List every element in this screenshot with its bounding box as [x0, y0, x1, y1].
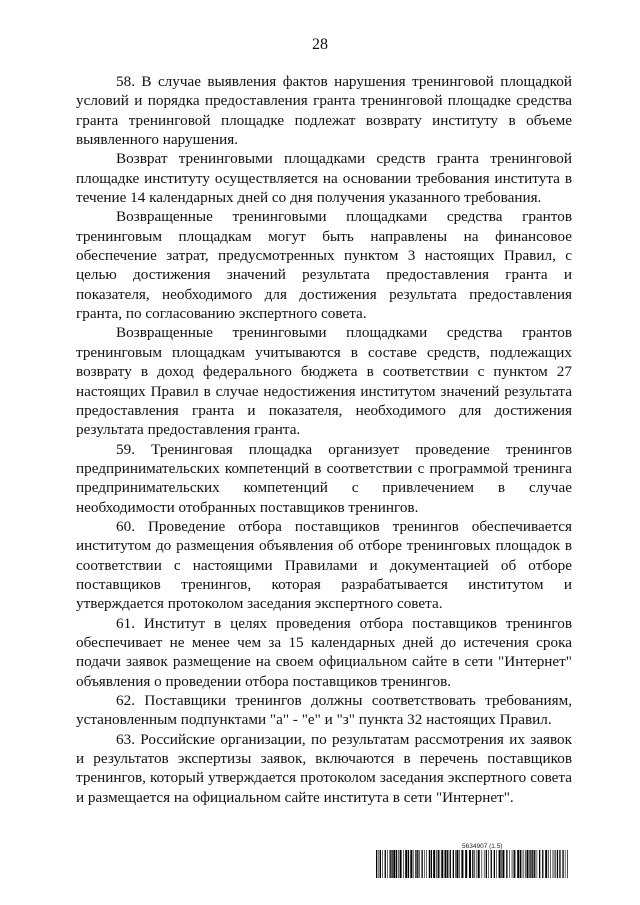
paragraph-58-returned-funds: Возвращенные тренинговыми площадками средства грантов тренинговым площадкам могут быть направлены на финансовое обеспечение затрат, предусмотренных пунктом 3 настоящих Правил, с целью достижения значений результата предоставления гранта и показателя, необходимого для достижения результата предоставления гранта, по согласованию экспертного совета.	[76, 208, 572, 323]
body-text	[76, 72, 572, 807]
barcode	[376, 850, 568, 878]
paragraph-58-return: Возврат тренинговыми площадками средств гранта тренинговой площадке институту осуществляется на основании требования института в течение 14 календарных дней со дня получения указанного требования.	[76, 150, 572, 207]
document-code: 5634907 (1.5)	[462, 843, 503, 850]
paragraph-58: 58. В случае выявления фактов нарушения тренинговой площадкой условий и порядка предоставления гранта тренинговой площадке средства гранта тренинговой площадке подлежат возврату институту в объеме выявленного нарушения.	[76, 73, 572, 149]
paragraph-60: 60. Проведение отбора поставщиков тренингов обеспечивается институтом до размещения объявления об отборе тренинговых площадок в соответствии с настоящими Правилами и документацией об отборе поставщиков тренингов, которая разрабатывается институтом и утверждается протоколом заседания экспертного совета.	[76, 517, 572, 613]
page-number: 28	[312, 36, 328, 53]
paragraph-58-returned-budget: Возвращенные тренинговыми площадками средства грантов тренинговым площадкам учитываются в составе средств, подлежащих возврату в доход федерального бюджета в соответствии с пунктом 27 настоящих Правил в случае недостижения институтом значений результата предоставления гранта и показателя, необходимого для достижения результата предоставления гранта.	[76, 324, 572, 439]
paragraph-62: 62. Поставщики тренингов должны соответствовать требованиям, установленным подпунктами "а" - "е" и "з" пункта 32 настоящих Правил.	[76, 692, 572, 729]
paragraph-61: 61. Институт в целях проведения отбора поставщиков тренингов обеспечивает не менее чем за 15 календарных дней до истечения срока подачи заявок размещение на своем официальном сайте в сети "Интернет" объявления о проведении отбора поставщиков тренингов.	[76, 614, 572, 690]
paragraph-63: 63. Российские организации, по результатам рассмотрения их заявок и результатов экспертизы заявок, включаются в перечень поставщиков тренингов, который утверждается протоколом заседания экспертного совета и размещается на официальном сайте института в сети "Интернет".	[76, 730, 572, 806]
paragraph-59: 59. Тренинговая площадка организует проведение тренингов предпринимательских компетенций в соответствии с программой тренинга предпринимательских компетенций с привлечением в случае необходимости отобранных поставщиков тренингов.	[76, 440, 572, 516]
